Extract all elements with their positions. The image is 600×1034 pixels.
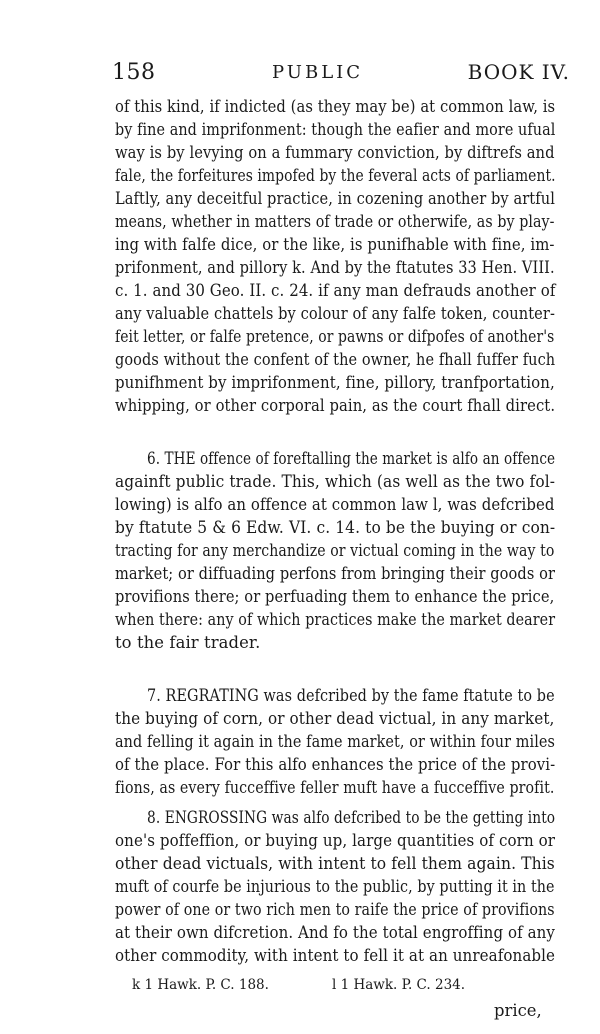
text-line: provifions there; or perfuading them to enhance the price, [115,587,555,606]
text-line: ing with falfe dice, or the like, is punifhable with fine, im- [115,235,555,254]
text-line: when there: any of which practices make the market dearer [115,610,556,629]
text-line: one's poffeffion, or buying up, large quantities of corn or [115,831,556,850]
text-line: to the fair trader. [115,633,261,652]
text-line: of this kind, if indicted (as they may be) at common law, is [115,97,556,116]
text-line: 7. REGRATING was defcribed by the fame ftatute to be [147,686,555,705]
running-title: PUBLIC [272,62,364,83]
text-line: tracting for any merchandize or victual coming in the way to [115,541,555,560]
text-line: of the place. For this alfo enhances the price of the provi- [115,755,556,774]
text-line: other commodity, with intent to fell it at an unreafonable [115,946,556,965]
text-line: whipping, or other corporal pain, as the court fhall direct. [115,396,556,415]
text-line: other dead victuals, with intent to fell them again. This [115,854,555,873]
text-line: by fine and imprifonment: though the eafier and more ufual [115,120,556,139]
text-line: prifonment, and pillory k. And by the ftatutes 33 Hen. VIII. [115,258,555,277]
text-line: way is by levying on a fummary conviction, by diftrefs and [115,143,555,162]
text-line: the buying of corn, or other dead victual, in any market, [115,709,555,728]
book-label: BOOK IV. [467,60,570,84]
text-line: punifhment by imprifonment, fine, pillory, tranfportation, [115,373,555,392]
text-line: fale, the forfeitures impofed by the feveral acts of parliament. [115,166,556,185]
text-line: fions, as every fucceffive feller muft have a fucceffive profit. [115,778,555,797]
catchword: price, [494,1001,542,1020]
footnote-k: k 1 Hawk. P. C. 188. [132,977,269,993]
running-header [112,60,570,90]
text-line: by ftatute 5 & 6 Edw. VI. c. 14. to be the buying or con- [115,518,556,537]
text-line: lowing) is alfo an offence at common law l, was defcribed [115,495,555,514]
text-line: Laftly, any deceitful practice, in cozening another by artful [115,189,555,208]
text-line: c. 1. and 30 Geo. II. c. 24. if any man defrauds another of [115,281,556,300]
footnote-l: l 1 Hawk. P. C. 234. [332,977,466,993]
text-line: 8. ENGROSSING was alfo defcribed to be the getting into [147,808,556,827]
page-number: 158 [112,60,156,85]
text-line: goods without the confent of the owner, he fhall fuffer fuch [115,350,556,369]
text-line: and felling it again in the fame market, or within four miles [115,732,555,751]
text-line: any valuable chattels by colour of any falfe token, counter- [115,304,555,323]
text-line: 6. THE offence of foreftalling the market is alfo an offence [147,449,556,468]
text-line: power of one or two rich men to raife the price of provifions [115,900,555,919]
text-line: againft public trade. This, which (as well as the two fol- [115,472,556,491]
text-line: means, whether in matters of trade or otherwife, as by play- [115,212,555,231]
text-line: at their own difcretion. And fo the total engroffing of any [115,923,555,942]
text-line: muft of courfe be injurious to the public, by putting it in the [115,877,555,896]
text-line: market; or diffuading perfons from bringing their goods or [115,564,556,583]
text-line: feit letter, or falfe pretence, or pawns or difpofes of another's [115,327,555,346]
